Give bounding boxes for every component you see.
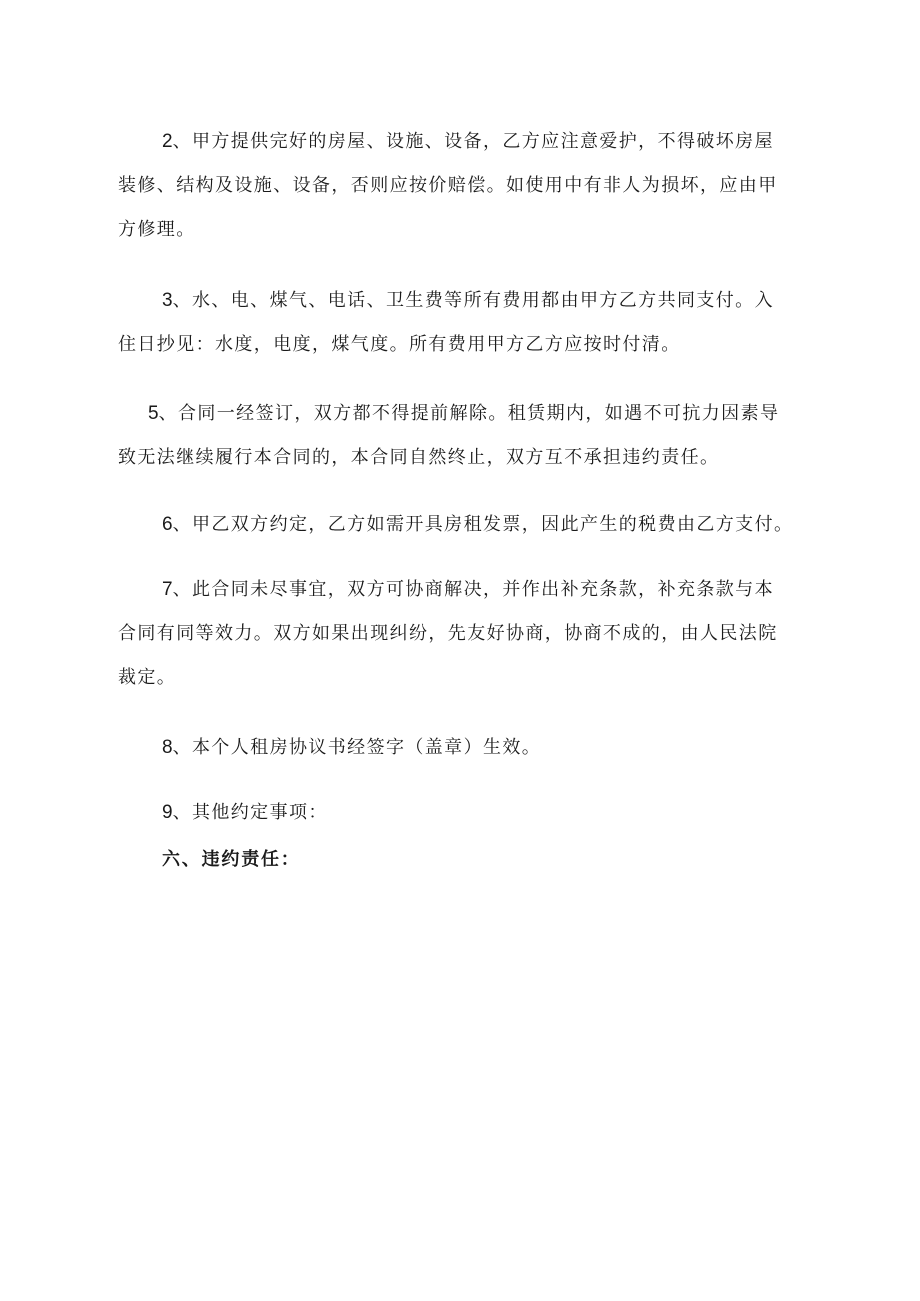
clause-7: [118, 568, 818, 700]
clause-3-line-2: 住日抄见：水度，电度，煤气度。所有费用甲方乙方应按时付清。: [118, 334, 681, 355]
clause-7-line-2: 合同有同等效力。双方如果出现纠纷，先友好协商，协商不成的，由人民法院: [118, 623, 778, 644]
clause-number: 5: [148, 403, 159, 424]
clause-9: [118, 791, 818, 835]
clause-9-line-1: 9、其他约定事项：: [162, 802, 328, 823]
clause-5-line-1: 5、合同一经签订，双方都不得提前解除。租赁期内，如遇不可抗力因素导: [148, 403, 780, 424]
section-heading-breach-liability: [118, 838, 818, 882]
clause-number: 3: [162, 290, 173, 311]
clause-7-line-3: 裁定。: [118, 667, 177, 688]
clause-2-line-3: 方修理。: [118, 219, 196, 240]
clause-6: [118, 503, 818, 547]
clause-7-line-1: 7、此合同未尽事宜，双方可协商解决，并作出补充条款，补充条款与本: [162, 579, 774, 600]
clause-5-line-2: 致无法继续履行本合同的，本合同自然终止，双方互不承担违约责任。: [118, 447, 720, 468]
clause-2: [118, 120, 818, 252]
section-heading: 六、违约责任：: [162, 849, 301, 870]
clause-number: 7: [162, 579, 173, 600]
clause-2-line-1: 2、甲方提供完好的房屋、设施、设备，乙方应注意爱护，不得破坏房屋: [162, 131, 774, 152]
clause-number: 6: [162, 514, 173, 535]
clause-3-line-1: 3、水、电、煤气、电话、卫生费等所有费用都由甲方乙方共同支付。入: [162, 290, 774, 311]
clause-8: [118, 726, 818, 770]
clause-2-line-2: 装修、结构及设施、设备，否则应按价赔偿。如使用中有非人为损坏，应由甲: [118, 175, 778, 196]
clause-5: [118, 392, 818, 480]
clause-3: [118, 279, 818, 367]
clause-8-line-1: 8、本个人租房协议书经签字（盖章）生效。: [162, 737, 542, 758]
clause-number: 2: [162, 131, 173, 152]
clause-number: 9: [162, 802, 173, 823]
clause-6-line-1: 6、甲乙双方约定，乙方如需开具房租发票，因此产生的税费由乙方支付。: [162, 514, 794, 535]
clause-number: 8: [162, 737, 173, 758]
